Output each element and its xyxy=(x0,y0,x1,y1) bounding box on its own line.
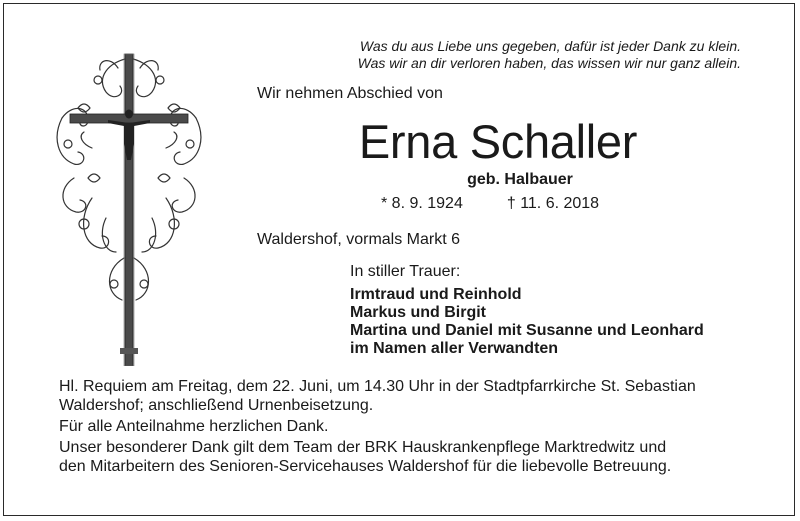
special-thanks-line: den Mitarbeitern des Senioren-Servicehauses Waldershof für die liebevolle Betreuung. xyxy=(59,458,672,475)
ornamental-crucifix-icon xyxy=(48,48,210,366)
life-dates xyxy=(381,194,599,214)
mourner-line: im Namen aller Verwandten xyxy=(350,340,559,357)
mourner-line: Martina und Daniel mit Susanne und Leonhard xyxy=(350,322,704,339)
mourner-line: Markus und Birgit xyxy=(350,304,487,321)
thanks-line: Für alle Anteilnahme herzlichen Dank. xyxy=(59,418,329,435)
special-thanks-line: Unser besonderer Dank gilt dem Team der BRK Hauskrankenpflege Marktredwitz und xyxy=(59,439,667,456)
poem-line: Was du aus Liebe uns gegeben, dafür ist jeder Dank zu klein. xyxy=(359,38,741,54)
maiden-name: geb. Halbauer xyxy=(467,171,573,188)
mourning-label: In stiller Trauer: xyxy=(350,263,461,280)
requiem-info xyxy=(59,377,696,415)
special-thanks xyxy=(59,438,696,476)
mourner-line: Irmtraud und Reinhold xyxy=(350,286,522,303)
requiem-line: Waldershof; anschließend Urnenbeisetzung. xyxy=(59,397,374,414)
residence: Waldershof, vormals Markt 6 xyxy=(257,231,461,248)
deceased-name: Erna Schaller xyxy=(358,115,638,168)
farewell-line: Wir nehmen Abschied von xyxy=(257,85,443,102)
requiem-line: Hl. Requiem am Freitag, dem 22. Juni, um 14.30 Uhr in der Stadtpfarrkirche St. Sebastian xyxy=(59,378,696,395)
footer-text xyxy=(59,377,696,481)
mourners-list xyxy=(350,286,704,358)
poem-line: Was wir an dir verloren haben, das wissen wir nur ganz allein. xyxy=(357,55,741,71)
death-date: † 11. 6. 2018 xyxy=(506,195,600,212)
birth-date: * 8. 9. 1924 xyxy=(381,195,463,212)
poem xyxy=(358,38,741,72)
